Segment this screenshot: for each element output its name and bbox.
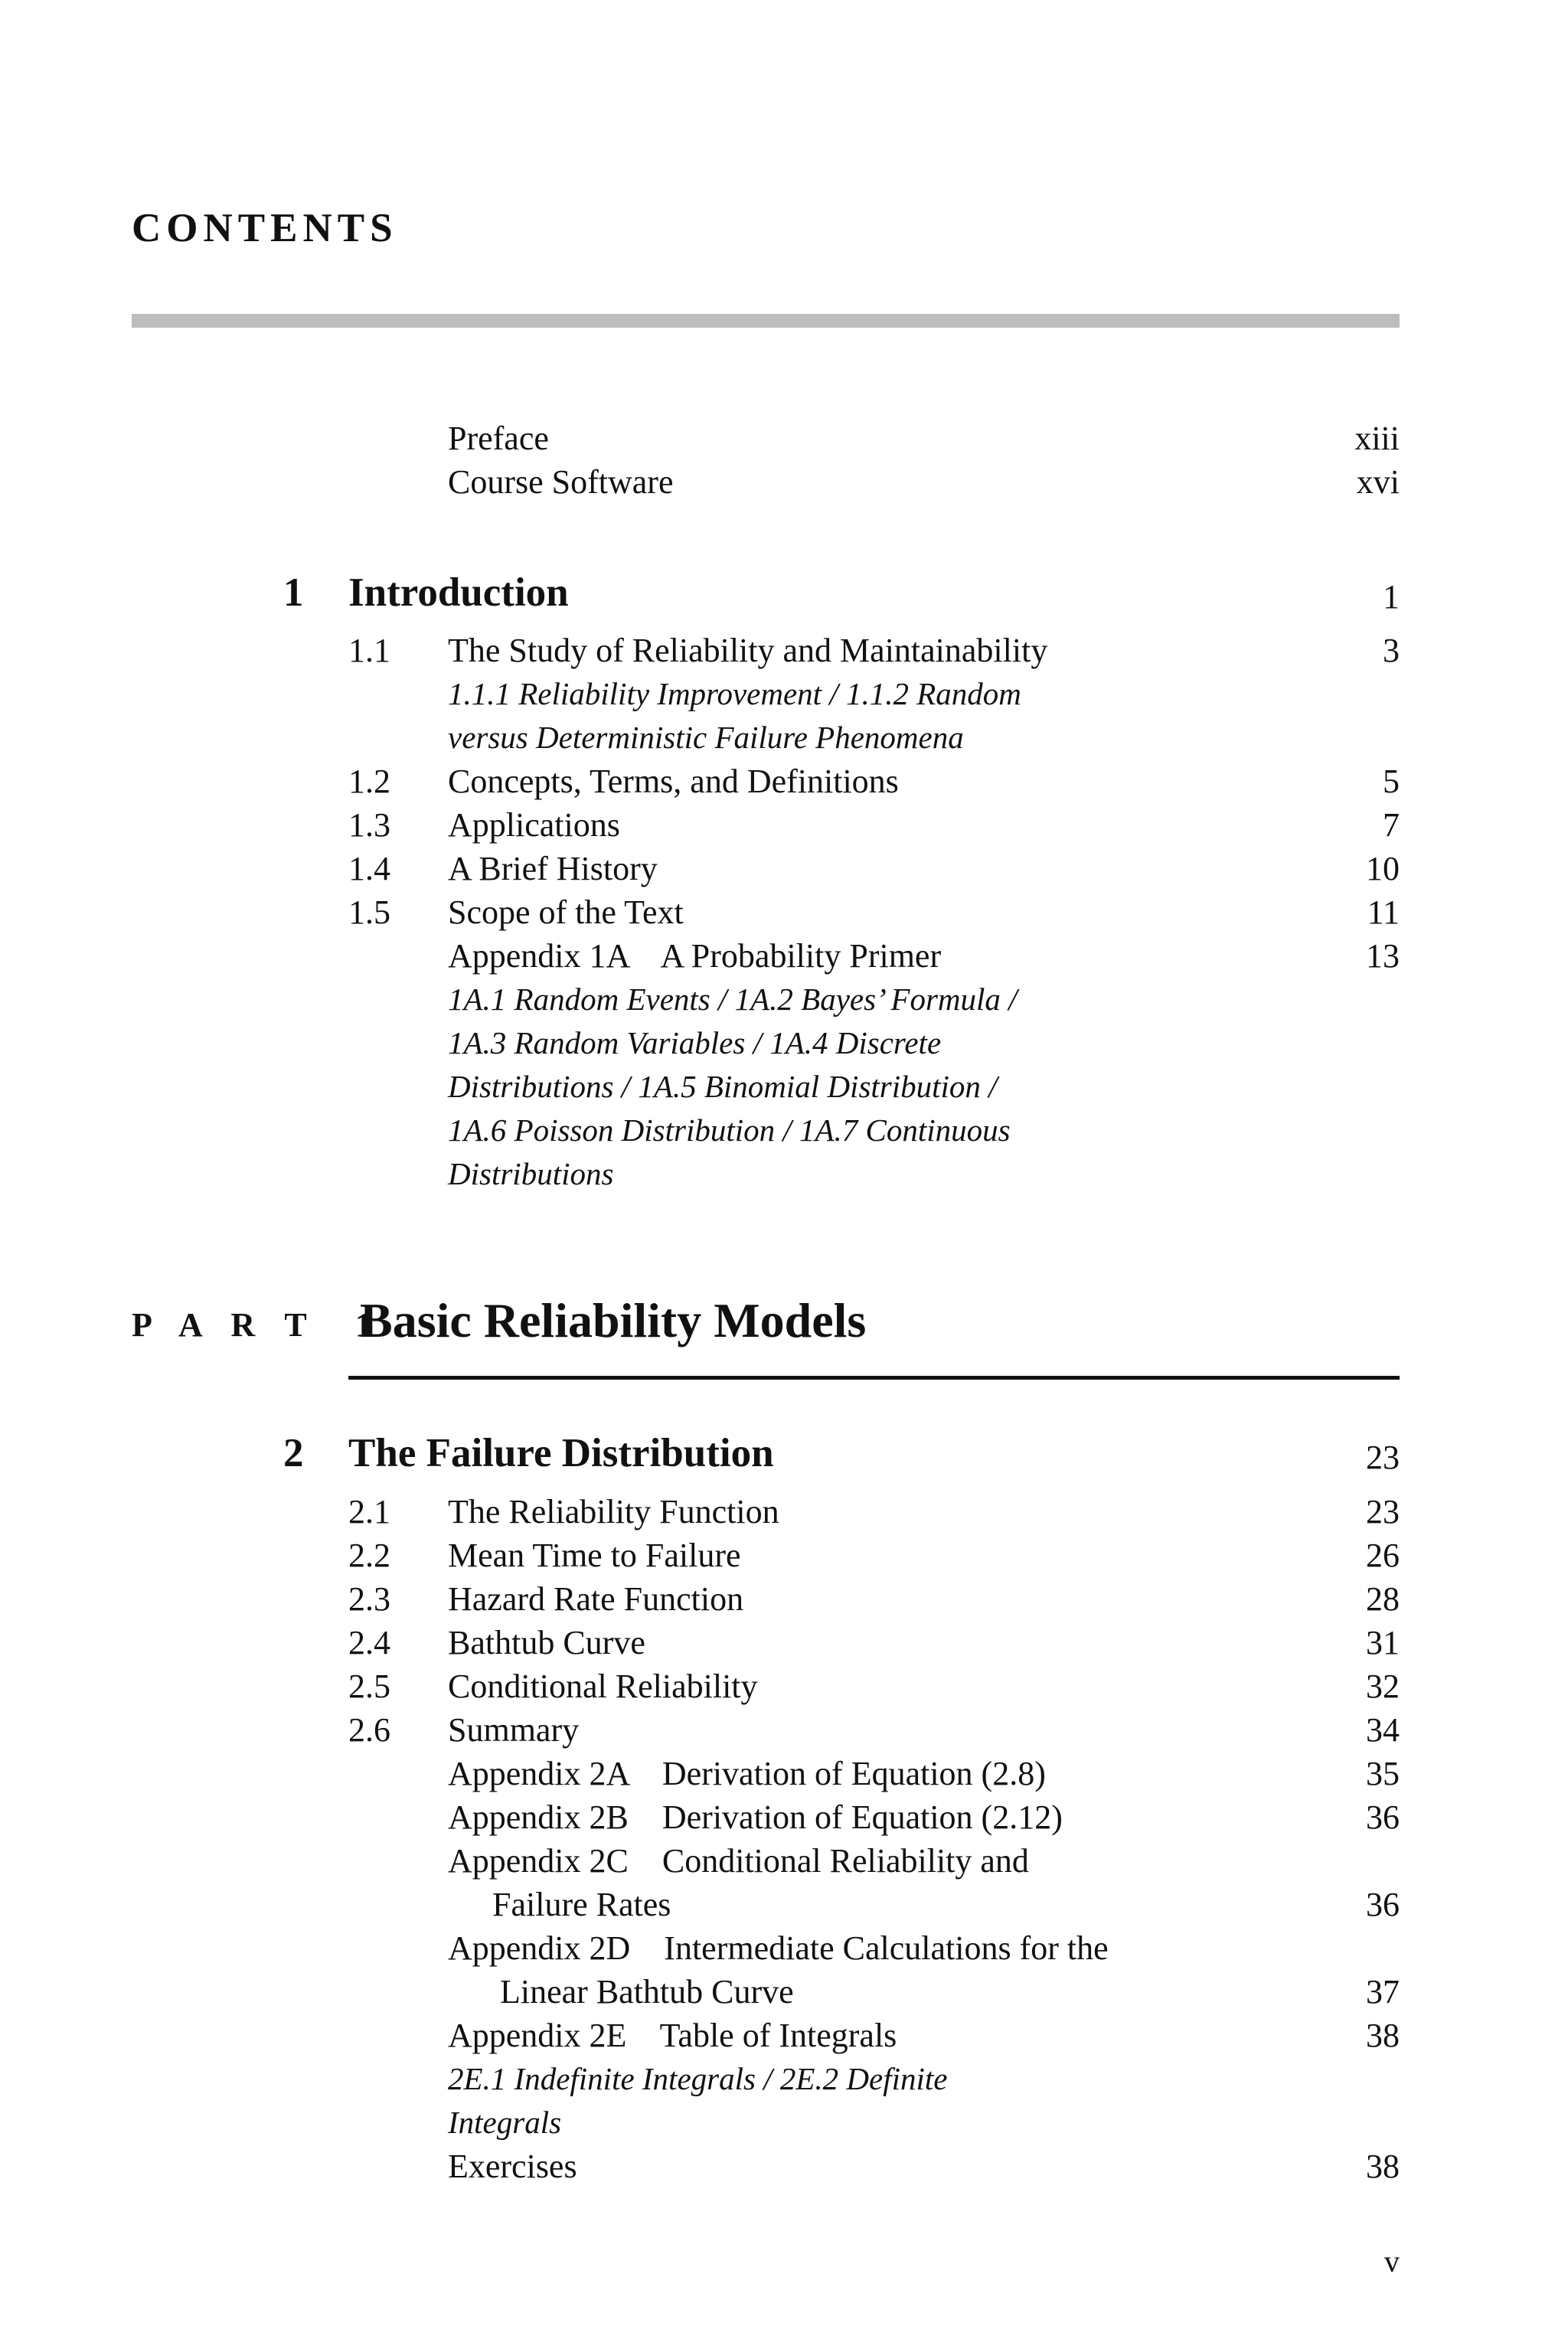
toc-subsections (448, 978, 1018, 1021)
section-title: A Brief History (448, 850, 658, 887)
appendix-title: Appendix 2B Derivation of Equation (2.12) (448, 1798, 1063, 1836)
appendix-title: Appendix 2E Table of Integrals (448, 2017, 897, 2054)
chapter-page: 23 (1366, 1439, 1400, 1476)
page-number: v (1384, 2244, 1400, 2278)
entry-title: Course Software (448, 463, 674, 501)
appendix-title: Failure Rates (492, 1886, 671, 1923)
section-page: 26 (1366, 1537, 1400, 1574)
section-page: 3 (1383, 632, 1400, 669)
toc-subsections (448, 672, 1021, 716)
section-number: 2.1 (348, 1493, 390, 1530)
subsection-text: 1A.1 Random Events / 1A.2 Bayes’ Formula / (448, 982, 1018, 1017)
part-title[interactable]: Basic Reliability Models (360, 1293, 867, 1348)
subsection-text: 2E.1 Indefinite Integrals / 2E.2 Definite (448, 2061, 948, 2096)
section-title: The Reliability Function (448, 1493, 779, 1530)
appendix-page: 35 (1366, 1755, 1400, 1792)
section-title: Conditional Reliability (448, 1668, 758, 1705)
appendix-title: Appendix 1A A Probability Primer (448, 937, 942, 975)
chapter-number: 2 (283, 1431, 304, 1475)
section-title: Summary (448, 1711, 580, 1749)
appendix-title: Appendix 2A Derivation of Equation (2.8) (448, 1755, 1046, 1792)
section-title: Hazard Rate Function (448, 1580, 744, 1618)
subsection-text: 1A.6 Poisson Distribution / 1A.7 Continuous (448, 1112, 1011, 1148)
exercises-title: Exercises (448, 2148, 577, 2185)
appendix-page: 36 (1366, 1886, 1400, 1923)
section-number: 2.6 (348, 1711, 390, 1749)
section-page: 32 (1366, 1668, 1400, 1705)
appendix-page: 13 (1366, 937, 1400, 975)
toc-subsections (448, 716, 964, 760)
section-number: 1.4 (348, 850, 390, 887)
entry-title: Preface (448, 420, 549, 457)
part-rule (348, 1376, 1400, 1380)
appendix-page: 38 (1366, 2017, 1400, 2054)
section-title: The Study of Reliability and Maintainability (448, 632, 1048, 669)
appendix-title: Appendix 2D Intermediate Calculations for the (448, 1929, 1109, 1967)
toc-subsections (448, 2101, 561, 2145)
section-number: 1.1 (348, 632, 390, 669)
subsection-text: Integrals (448, 2105, 562, 2140)
section-number: 1.2 (348, 763, 390, 800)
section-page: 10 (1366, 850, 1400, 887)
chapter-number: 1 (283, 570, 304, 615)
section-number: 2.2 (348, 1537, 390, 1574)
appendix-title: Linear Bathtub Curve (500, 1973, 794, 2011)
subsection-text: Distributions / 1A.5 Binomial Distribution / (448, 1069, 998, 1104)
subsection-text: Distributions (448, 1156, 614, 1191)
part-label: P A R T 1 (132, 1306, 383, 1344)
section-page: 5 (1383, 763, 1400, 800)
toc-subsections (448, 1065, 998, 1109)
exercises-page: 38 (1366, 2148, 1400, 2185)
subsection-text: versus Deterministic Failure Phenomena (448, 720, 964, 755)
toc-subsections (448, 1021, 941, 1065)
section-title: Concepts, Terms, and Definitions (448, 763, 899, 800)
toc-subsections (448, 2057, 947, 2101)
entry-page: xvi (1356, 463, 1400, 501)
chapter-title: Introduction (348, 570, 569, 615)
section-page: 7 (1383, 806, 1400, 844)
section-page: 31 (1366, 1624, 1400, 1661)
appendix-page: 36 (1366, 1798, 1400, 1836)
section-title: Bathtub Curve (448, 1624, 645, 1661)
entry-page: xiii (1354, 420, 1400, 457)
section-title: Applications (448, 806, 620, 844)
section-number: 1.5 (348, 893, 390, 931)
appendix-page: 37 (1366, 1973, 1400, 2011)
contents-heading: CONTENTS (132, 206, 398, 250)
section-number: 2.3 (348, 1580, 390, 1618)
chapter-page: 1 (1383, 578, 1400, 616)
subsection-text: 1A.3 Random Variables / 1A.4 Discrete (448, 1025, 942, 1060)
section-page: 23 (1366, 1493, 1400, 1530)
subsection-text: 1.1.1 Reliability Improvement / 1.1.2 Random (448, 676, 1021, 711)
section-title: Mean Time to Failure (448, 1537, 741, 1574)
chapter-title: The Failure Distribution (348, 1431, 774, 1475)
section-number: 1.3 (348, 806, 390, 844)
section-page: 11 (1367, 893, 1400, 931)
section-page: 28 (1366, 1580, 1400, 1618)
section-number: 2.4 (348, 1624, 390, 1661)
section-number: 2.5 (348, 1668, 390, 1705)
appendix-title: Appendix 2C Conditional Reliability and (448, 1842, 1029, 1880)
toc-subsections (448, 1109, 1011, 1152)
toc-subsections (448, 1152, 613, 1196)
section-title: Scope of the Text (448, 893, 684, 931)
header-rule (132, 314, 1400, 328)
section-page: 34 (1366, 1711, 1400, 1749)
